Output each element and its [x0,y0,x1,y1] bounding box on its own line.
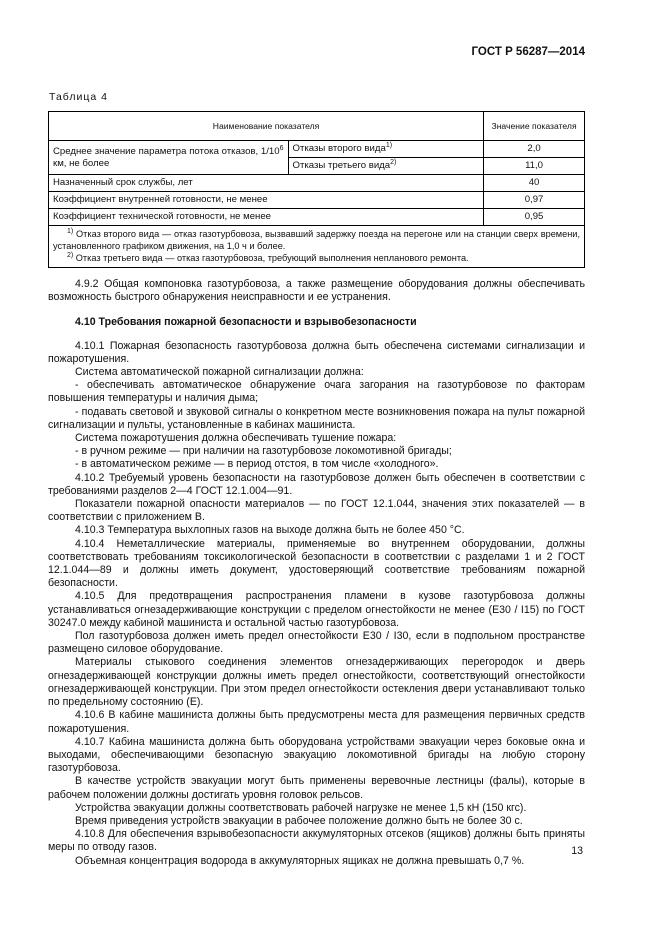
note-2-mark: 2) [67,251,74,259]
paragraph-4-10-3: 4.10.3 Температура выхлопных газов на выходе должна быть не более 450 °С. [75,524,465,537]
paragraph-4-10-6: 4.10.6 В кабине машиниста должны быть предусмотрены места для размещения первичных средств пожаротушения. [48,709,585,735]
technical-readiness-value: 0,95 [484,209,585,226]
document-header-id: ГОСТ Р 56287—2014 [471,46,585,58]
failure-rate-label-tail: км, не более [53,157,110,169]
third-type-value: 11,0 [484,158,585,175]
technical-readiness-label: Коэффициент технической готовности, не менее [49,209,484,226]
note-1-mark: 1) [67,227,74,235]
paragraph-floor: Пол газотурбовоза должен иметь предел огнестойкости Е30 / I30, если в подпольном пространстве размещено силовое оборудование. [48,630,585,656]
paragraph-4-10-5: 4.10.5 Для предотвращения распространения пламени в кузове газотурбовоза должны устанавливаться огнезадерживающие конструкции с пределом огнестойкости не менее (Е30 / I15) по ГОСТ 30247.0 между кабиной машиниста и остальной частью газотурбовоза. [48,590,585,629]
list-item: - подавать световой и звуковой сигналы о конкретном месте возникновения пожара на пульт пожарной сигнализации и пульты, установленные в кабинах машиниста. [48,405,585,431]
paragraph-4-10-1: 4.10.1 Пожарная безопасность газотурбовоза должна быть обеспечена системами сигнализации и пожаротушения. [48,339,585,365]
paragraph-evacuation-load: Устройства эвакуации должны соответствовать рабочей нагрузке не менее 1,5 кН (150 кгс). [75,801,527,814]
table-row [49,192,585,209]
second-type-cell [288,141,484,158]
paragraph-4-10-4: 4.10.4 Неметаллические материалы, применяемые во внутреннем оборудовании, должны соответствовать требованиям токсикологической безопасности в соответствии с разделами 1 и 2 ГОСТ 12.1.044—89 и должны иметь документ, удостоверяющий соответствие требованиям пожарной безопасности. [48,537,585,590]
failure-rate-label: Среднее значение параметра потока отказов, 1/10 [53,145,280,157]
internal-readiness-label: Коэффициент внутренней готовности, не менее [49,192,484,209]
body-text [48,278,585,868]
second-type-footnote-mark: 1) [385,141,393,149]
paragraph-evacuation-time: Время приведения устройств эвакуации в рабочее положение должно быть не более 30 с. [75,814,523,827]
paragraph-extinguishing-system: Система пожаротушения должна обеспечивать тушение пожара: [75,432,397,445]
second-type-label: Отказы второго вида [292,143,386,154]
second-type-value: 2,0 [484,141,585,158]
paragraph-4-10-2: 4.10.2 Требуемый уровень безопасности на газотурбовозе должен быть обеспечен в соответствии с требованиями разделов 2—4 ГОСТ 12.1.004—91. [48,471,585,497]
indicators-table [48,111,585,268]
table-header-row [49,112,585,141]
service-life-label: Назначенный срок службы, лет [49,175,484,192]
service-life-value: 40 [484,175,585,192]
table-note-1 [53,229,580,253]
table-notes-row [49,226,585,268]
note-1-text: Отказ второго вида — отказ газотурбовоза, вызвавший задержку поезда на перегоне или на станции сверх времени, установленного графиком движения, на 1,0 ч и более. [53,229,580,251]
table-row [49,175,585,192]
section-heading-4-10: 4.10 Требования пожарной безопасности и взрывобезопасности [75,316,417,329]
list-item: - в ручном режиме — при наличии на газотурбовозе локомотивной бригады; [75,445,452,458]
internal-readiness-value: 0,97 [484,192,585,209]
paragraph-evacuation-devices: В качестве устройств эвакуации могут быть применены веревочные лестницы (фалы), которые в рабочем положении должны достигать уровня головок рельсов. [48,775,585,801]
table-caption: Таблица 4 [49,91,108,103]
paragraph-hydrogen: Объемная концентрация водорода в аккумуляторных ящиках не должна превышать 0,7 %. [75,854,525,867]
paragraph-4-10-8: 4.10.8 Для обеспечения взрывобезопасности аккумуляторных отсеков (ящиков) должны быть приняты меры по отводу газов. [48,828,585,854]
paragraph-4-10-7: 4.10.7 Кабина машиниста должна быть оборудована устройствами эвакуации через боковые окна и выходами, обеспечивающими безопасную эвакуацию локомотивной бригады на любую сторону газотурбовоза. [48,735,585,775]
page-number: 13 [571,845,583,857]
failure-rate-label-cell [49,141,289,175]
table-notes [49,226,585,268]
header-value-cell: Значение показателя [484,112,585,141]
table-note-2 [53,253,580,265]
third-type-cell [288,158,484,175]
paragraph-fire-indicators: Показатели пожарной опасности материалов — по ГОСТ 12.1.044, значения этих показателей — в соответствии с приложением В. [48,498,585,524]
list-item: - обеспечивать автоматическое обнаружение очага загорания на газотурбовозе по факторам повышения температуры и наличия дыма; [48,379,585,405]
table-row [49,141,585,158]
note-2-text: Отказ третьего вида — отказ газотурбовоза, требующий выполнения непланового ремонта. [73,252,469,263]
third-type-footnote-mark: 2) [390,158,397,166]
header-name-cell: Наименование показателя [49,112,484,141]
third-type-label: Отказы третьего вида [292,160,391,171]
list-item: - в автоматическом режиме — в период отстоя, в том числе «холодного». [75,458,439,471]
failure-rate-exponent: 6 [279,144,284,152]
paragraph-4-9-2: 4.9.2 Общая компоновка газотурбовоза, а также размещение оборудования должны обеспечивать возможность быстрого обнаружения неисправности и ее устранения. [48,278,585,304]
paragraph-alarm-system: Система автоматической пожарной сигнализации должна: [75,366,364,379]
table-row [49,209,585,226]
paragraph-joint-materials: Материалы стыкового соединения элементов огнезадерживающих перегородок и дверь огнезадерживающей конструкции должны иметь предел огнестойкости, соответствующий огнестойкости огнезадерживающей конструкции. При этом предел огнестойкости остекления двери устанавливают только по предельному состоянию (Е). [48,656,585,709]
